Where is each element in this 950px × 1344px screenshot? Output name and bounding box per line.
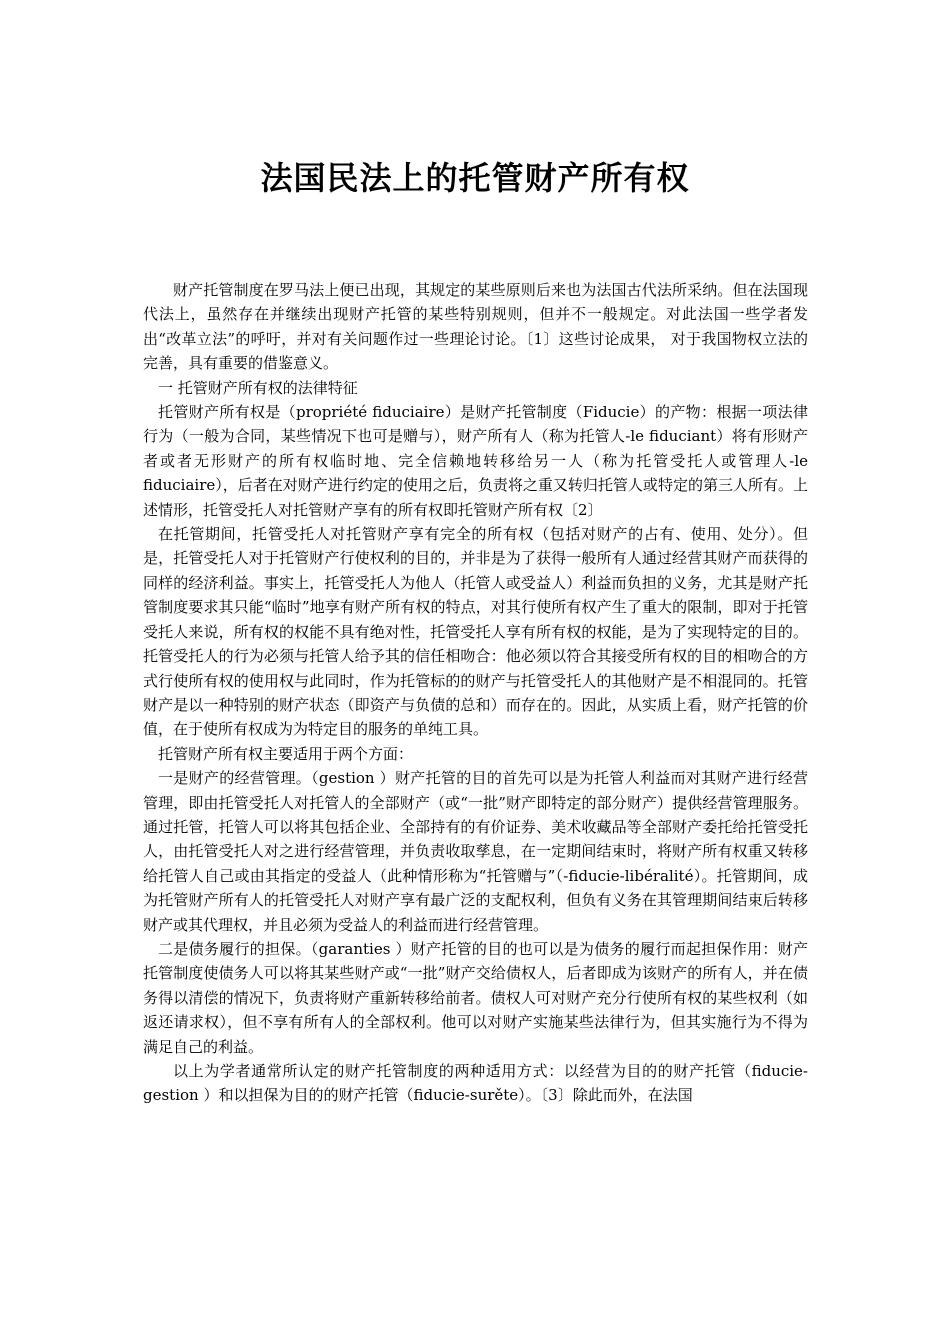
paragraph-definition: 托管财产所有权是（propriété fiduciaire）是财产托管制度（Fiducie）的产物：根据一项法律行为（一般为合同，某些情况下也可是赠与），财产所有人（称为托管人-le fiduciant）将有形财产者或者无形财产的所有权临时地、完全信赖地转移给另一人（称为托管受托人或管理人-le fiduciaire），后者在对财产进行约定的使用之后，负责将之重又转归托管人或特定的第三人所有。上述情形，托管受托人对托管财产享有的所有权即托管财产所有权〔2〕 — [143, 403, 808, 519]
document-title: 法国民法上的托管财产所有权 — [260, 159, 690, 197]
paragraph-guarantee: 二是债务履行的担保。（garanties ）财产托管的目的也可以是为债务的履行而起担保作用：财产托管制度使债务人可以将其某些财产或“一批”财产交给债权人，后者即成为该财产的所有人，并在债务得以清偿的情况下，负责将财产重新转移给前者。债权人可对财产充分行使所有权的某些权利（如返还请求权），但不享有所有人的全部权利。他可以对财产实施某些法律行为，但其实施行为不得为满足自己的利益。 — [143, 939, 808, 1056]
paragraph-trust-period: 在托管期间，托管受托人对托管财产享有完全的所有权（包括对财产的占有、使用、处分）。但是，托管受托人对于托管财产行使权利的目的，并非是为了获得一般所有人通过经营其财产而获得的同样的经济利益。事实上，托管受托人为他人（托管人或受益人）利益而负担的义务，尤其是财产托管制度要求其只能“临时”地享有财产所有权的特点，对其行使所有权产生了重大的限制，即对于托管受托人来说，所有权的权能不具有绝对性，托管受托人享有所有权的权能，是为了实现特定的目的。托管受托人的行为必须与托管人给予其的信任相吻合：他必须以符合其接受所有权的目的相吻合的方式行使所有权的使用权与此同时，作为托管标的的财产与托管受托人的其他财产是不相混同的。托管财产是以一种特别的财产状态（即资产与负债的总和）而存在的。因此，从实质上看，财产托管的价值，在于使所有权成为为特定目的服务的单纯工具。 — [143, 525, 808, 739]
document-body — [143, 278, 808, 1108]
paragraph-intro: 财产托管制度在罗马法上便已出现，其规定的某些原则后来也为法国古代法所采纳。但在法国现代法上，虽然存在并继续出现财产托管的某些特别规则，但并不一般规定。对此法国一些学者发出“改革立法”的呼吁，并对有关问题作过一些理论讨论。〔1〕这些讨论成果， 对于我国物权立法的完善，具有重要的借鉴意义。 — [143, 281, 808, 373]
paragraph-summary: 以上为学者通常所认定的财产托管制度的两种适用方式：以经营为目的的财产托管（fiducie-gestion ）和以担保为目的的财产托管（fiducie-surěte）。〔3〕除此而外，在法国 — [143, 1062, 808, 1105]
paragraph-management: 一是财产的经营管理。（gestion ）财产托管的目的首先可以是为托管人利益而对其财产进行经营管理，即由托管受托人对托管人的全部财产（或“一批”财产即特定的部分财产）提供经营管理服务。通过托管，托管人可以将其包括企业、全部持有的有价证券、美术收藏品等全部财产委托给托管受托人，由托管受托人对之进行经营管理，并负责收取孳息，在一定期间结束时，将财产所有权重又转移给托管人自己或由其指定的受益人（此种情形称为“托管赠与”（-fiducie-libéralité）。托管期间，成为托管财产所有人的托管受托人对财产享有最广泛的支配权利，但负有义务在其管理期间结束后转移财产或其代理权，并且必须为受益人的利益而进行经营管理。 — [143, 769, 808, 934]
section-heading: 一 托管财产所有权的法律特征 — [158, 378, 358, 397]
paragraph-applications-lead: 托管财产所有权主要适用于两个方面： — [158, 744, 414, 763]
